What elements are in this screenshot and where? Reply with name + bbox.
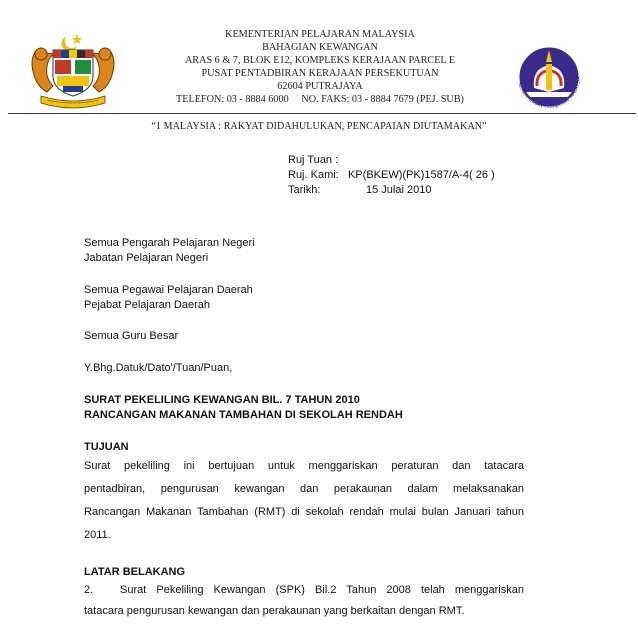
- ruj-kami-value: KP(BKEW)(PK)1587/A-4( 26 ): [348, 169, 495, 181]
- address-line-2: PUSAT PENTADBIRAN KERAJAAN PERSEKUTUAN: [201, 68, 439, 79]
- malaysia-coat-of-arms-logo: [27, 30, 119, 110]
- moe-logo-text: KEMENTERIAN PELAJARAN MALAYSIA: [516, 76, 583, 111]
- paragraph-number: 2.: [84, 584, 94, 596]
- salutation: Y.Bhg.Datuk/Dato'/Tuan/Puan,: [84, 362, 233, 374]
- tujuan-paragraph-line: pentadbiran, pengurusan kewangan dan perakaunan dalam melaksanakan: [84, 483, 524, 495]
- recipient-line: Semua Guru Besar: [84, 330, 179, 342]
- section-heading-latar-belakang: LATAR BELAKANG: [84, 566, 186, 578]
- tarikh-label: Tarikh:: [288, 184, 321, 196]
- tujuan-paragraph-line: Surat pekeliling ini bertujuan untuk menggariskan peraturan dan tatacara: [84, 460, 524, 472]
- letterhead-divider: [8, 113, 636, 114]
- subject-line-1: SURAT PEKELILING KEWANGAN BIL. 7 TAHUN 2010: [84, 394, 360, 406]
- tujuan-paragraph-line: Rancangan Makanan Tambahan (RMT) di sekolah rendah mulai bulan Januari tahun: [84, 506, 524, 518]
- recipient-line: Semua Pegawai Pelajaran Daerah: [84, 284, 253, 296]
- address-line-3: 62604 PUTRAJAYA: [277, 81, 363, 92]
- latar-paragraph-line: tatacara pengurusan kewangan dan perakaunan yang berkaitan dengan RMT.: [84, 605, 465, 617]
- division-name: BAHAGIAN KEWANGAN: [262, 42, 378, 53]
- ministry-of-education-logo: [508, 36, 590, 118]
- latar-paragraph-line: Surat Pekeliling Kewangan (SPK) Bil.2 Tahun 2008 telah menggariskan: [120, 584, 524, 596]
- subject-line-2: RANCANGAN MAKANAN TAMBAHAN DI SEKOLAH RENDAH: [84, 409, 403, 421]
- ruj-kami-label: Ruj. Kami:: [288, 169, 339, 181]
- ruj-tuan-label: Ruj Tuan :: [288, 154, 339, 166]
- phone-fax-line: TELEFON: 03 - 8884 6000 NO. FAKS: 03 - 8884 7679 (PEJ. SUB): [176, 94, 464, 105]
- recipient-line: Jabatan Pelajaran Negeri: [84, 252, 209, 264]
- tujuan-paragraph-line: 2011.: [84, 529, 111, 541]
- recipient-line: Semua Pengarah Pelajaran Negeri: [84, 237, 255, 249]
- ministry-name: KEMENTERIAN PELAJARAN MALAYSIA: [225, 29, 415, 40]
- section-heading-tujuan: TUJUAN: [84, 441, 129, 453]
- national-motto: “1 MALAYSIA : RAKYAT DIDAHULUKAN, PENCAPAIAN DIUTAMAKAN”: [151, 121, 487, 132]
- address-line-1: ARAS 6 & 7, BLOK E12, KOMPLEKS KERAJAAN PARCEL E: [184, 55, 456, 66]
- recipient-line: Pejabat Pelajaran Daerah: [84, 299, 210, 311]
- tarikh-value: 15 Julai 2010: [366, 184, 432, 196]
